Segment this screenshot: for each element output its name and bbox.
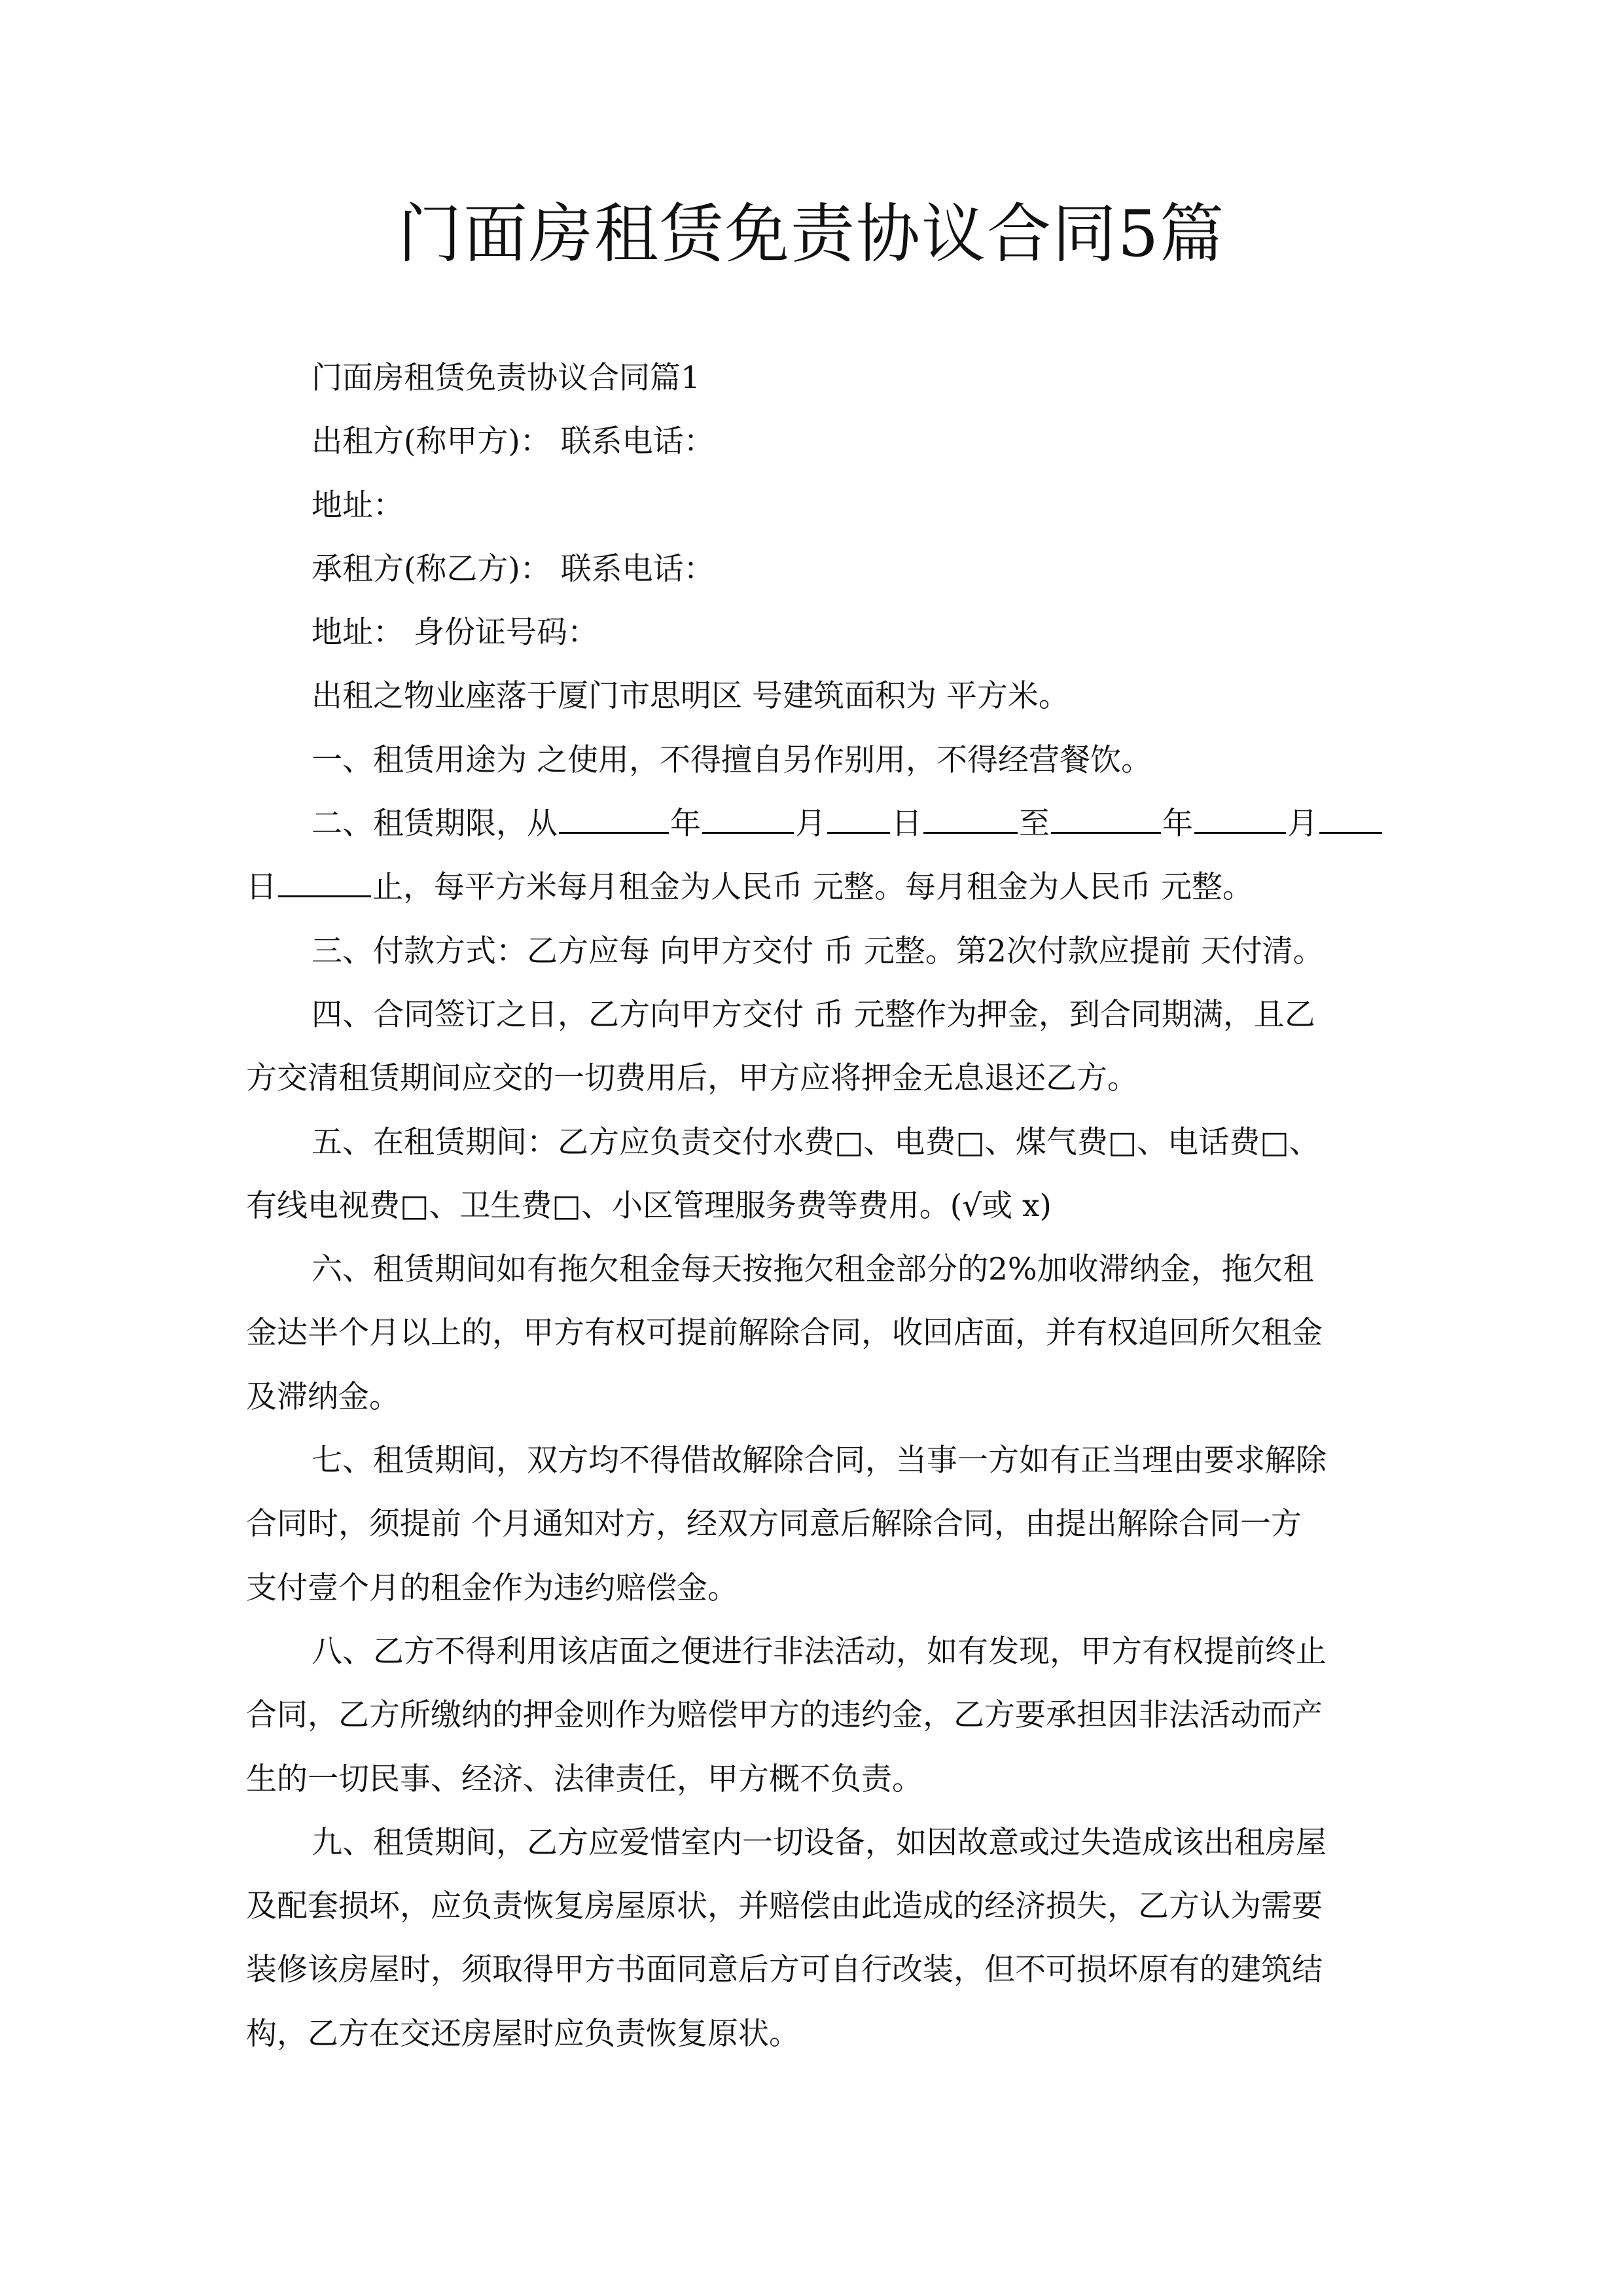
clause-1: 一、租赁用途为 之使用，不得擅自另作别用，不得经营餐饮。 (312, 742, 1152, 778)
clause-2-prefix: 二、租赁期限，从 (312, 806, 558, 842)
blank-field (923, 793, 1018, 834)
document-body (246, 346, 1398, 2066)
blank-field (559, 793, 669, 834)
lessee-address-id: 地址： 身份证号码： (312, 615, 598, 651)
clause-4-line-2: 方交清租赁期间应交的一切费用后，甲方应将押金无息退还乙方。 (246, 1060, 1138, 1097)
property-location: 出租之物业座落于厦门市思明区 号建筑面积为 平方米。 (312, 678, 1069, 715)
document-title: 门面房租赁免责协议合同5篇 (397, 197, 1226, 272)
clause-7-line-2: 合同时，须提前 个月通知对方，经双方同意后解除合同，由提出解除合同一方 (246, 1506, 1302, 1543)
clause-8-line-2: 合同，乙方所缴纳的押金则作为赔偿甲方的违约金，乙方要承担因非法活动而产 (246, 1697, 1323, 1734)
clause-6-line-3: 及滞纳金。 (246, 1378, 400, 1415)
blank-field (1051, 793, 1161, 834)
blank-field (1319, 793, 1382, 834)
clause-6-line-1: 六、租赁期间如有拖欠租金每天按拖欠租金部分的2%加收滞纳金，拖欠租 (312, 1251, 1314, 1288)
clause-9-line-2: 及配套损坏，应负责恢复房屋原状，并赔偿由此造成的经济损失，乙方认为需要 (246, 1888, 1323, 1925)
blank-field (1194, 793, 1286, 834)
to-label: 至 (1019, 806, 1050, 842)
clause-7-line-3: 支付壹个月的租金作为违约赔偿金。 (246, 1570, 738, 1606)
lessor-address: 地址： (312, 487, 404, 524)
blank-field (278, 856, 371, 897)
clause-2-line-1 (246, 792, 1398, 855)
lessor-line: 出租方(称甲方)： 联系电话： (312, 423, 715, 460)
clause-9-line-4: 构，乙方在交还房屋时应负责恢复原状。 (246, 2015, 800, 2052)
clause-9-line-3: 装修该房屋时，须取得甲方书面同意后方可自行改装，但不可损坏原有的建筑结 (246, 1952, 1323, 1988)
clause-8-line-3: 生的一切民事、经济、法律责任，甲方概不负责。 (246, 1761, 923, 1797)
month-label: 月 (1287, 806, 1318, 842)
year-label: 年 (1162, 806, 1193, 842)
year-label: 年 (670, 806, 701, 842)
section-heading: 门面房租赁免责协议合同篇1 (312, 360, 700, 396)
clause-5-line-1: 五、在租赁期间：乙方应负责交付水费□、电费□、煤气费□、电话费□、 (312, 1124, 1320, 1160)
day-label: 日 (246, 869, 277, 906)
clause-7-line-1: 七、租赁期间，双方均不得借故解除合同，当事一方如有正当理由要求解除 (312, 1443, 1327, 1479)
clause-2-line-2 (246, 855, 1398, 919)
clause-9-line-1: 九、租赁期间，乙方应爱惜室内一切设备，如因故意或过失造成该出租房屋 (312, 1824, 1327, 1861)
clause-4-line-1: 四、合同签订之日，乙方向甲方交付 币 元整作为押金，到合同期满，且乙 (312, 996, 1315, 1033)
lessee-line: 承租方(称乙方)： 联系电话： (312, 550, 715, 587)
clause-3: 三、付款方式：乙方应每 向甲方交付 币 元整。第2次付款应提前 天付清。 (312, 933, 1324, 969)
clause-2-rent: 止，每平方米每月租金为人民币 元整。每月租金为人民币 元整。 (372, 869, 1253, 906)
month-label: 月 (795, 806, 826, 842)
day-label: 日 (891, 806, 922, 842)
blank-field (702, 793, 794, 834)
blank-field (827, 793, 890, 834)
clause-8-line-1: 八、乙方不得利用该店面之便进行非法活动，如有发现，甲方有权提前终止 (312, 1633, 1327, 1670)
clause-6-line-2: 金达半个月以上的，甲方有权可提前解除合同，收回店面，并有权追回所欠租金 (246, 1315, 1323, 1352)
clause-5-line-2: 有线电视费□、卫生费□、小区管理服务费等费用。(√或 x) (246, 1187, 1052, 1224)
